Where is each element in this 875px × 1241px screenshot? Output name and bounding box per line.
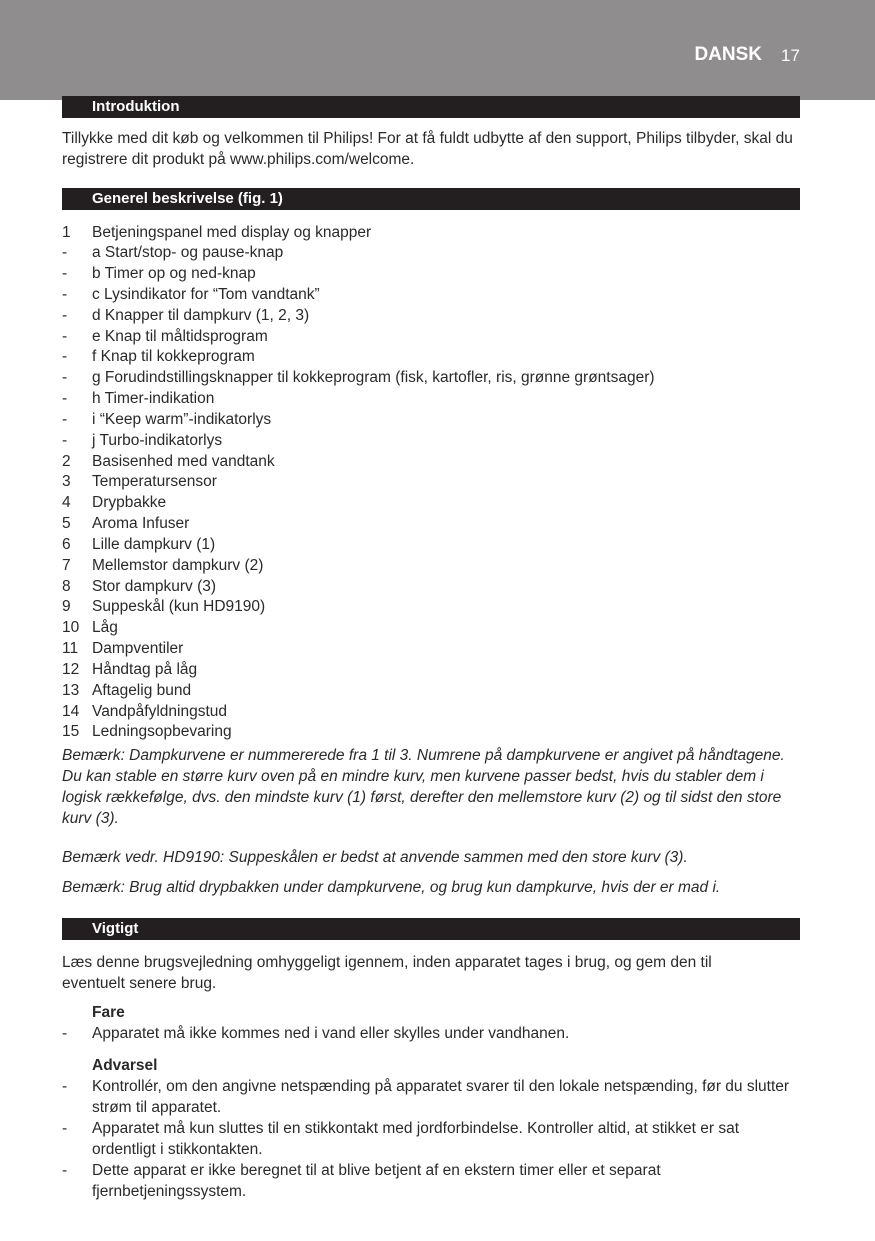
item-number: 4 [62, 494, 71, 512]
item-text: Lille dampkurv (1) [92, 535, 216, 553]
item-number: - [62, 348, 68, 366]
item-text: Vandpåfyldningstud [92, 702, 228, 720]
item-text: Betjeningspanel med display og knapper [92, 223, 372, 241]
item-text: Drypbakke [92, 494, 167, 512]
item-number: 11 [62, 640, 79, 658]
item-text: Stor dampkurv (3) [92, 577, 217, 595]
item-text: d Knapper til dampkurv (1, 2, 3) [92, 306, 310, 324]
item-text: Temperatursensor [92, 473, 217, 491]
header-band [0, 0, 875, 100]
warning-item: - Dette apparat er ikke beregnet til at blive betjent af en ekstern timer eller et separat fjernbetjeningssystem. [62, 1162, 661, 1200]
item-text: j Turbo-indikatorlys [92, 431, 223, 449]
item-text: f Knap til kokkeprogram [92, 348, 255, 366]
item-text: e Knap til måltidsprogram [92, 327, 268, 345]
item-number: - [62, 306, 68, 324]
item-text: Låg [92, 619, 118, 637]
parts-list [62, 223, 802, 744]
item-text: Suppeskål (kun HD9190) [92, 598, 266, 616]
list-item [62, 681, 802, 702]
list-item [62, 410, 802, 431]
item-text: h Timer-indikation [92, 390, 215, 408]
list-item [62, 452, 802, 473]
item-text: a Start/stop- og pause-knap [92, 244, 284, 262]
item-text: Mellemstor dampkurv (2) [92, 556, 264, 574]
section-heading-intro: Introduktion [62, 96, 800, 118]
item-number: - [62, 390, 68, 408]
list-item [62, 556, 802, 577]
item-number: - [62, 265, 68, 283]
list-item [62, 347, 802, 368]
list-item [62, 722, 802, 743]
item-number: 7 [62, 556, 71, 574]
item-text: Aftagelig bund [92, 681, 192, 699]
item-number: - [62, 431, 68, 449]
item-text: Ledningsopbevaring [92, 723, 232, 741]
list-item [62, 264, 802, 285]
note-baskets: Bemærk: Dampkurvene er nummererede fra 1 til 3. Numrene på dampkurvene er angivet på håndtagene. Du kan stable en større kurv oven på en mindre kurv, men kurvene passer bedst, hvis du stabler dem i logisk rækkefølge, dvs. den mindste kurv (1) først, derefter den mellemstore kurv (2) og til sidst den store kurv (3). [62, 747, 785, 827]
section-heading-general: Generel beskrivelse (fig. 1) [62, 188, 800, 210]
item-number: 6 [62, 535, 71, 553]
item-number: 2 [62, 452, 71, 470]
danger-heading: Fare [92, 1004, 125, 1021]
item-number: 13 [62, 681, 80, 699]
item-number: 15 [62, 723, 80, 741]
list-item [62, 535, 802, 556]
list-item [62, 472, 802, 493]
warning-heading: Advarsel [92, 1057, 158, 1074]
item-text: Håndtag på låg [92, 660, 198, 678]
item-number: - [62, 244, 68, 262]
note-drip-tray: Bemærk: Brug altid drypbakken under dampkurvene, og brug kun dampkurve, hvis der er mad i. [62, 879, 721, 896]
item-text: Aroma Infuser [92, 515, 190, 533]
item-number: 5 [62, 515, 71, 533]
item-text: c Lysindikator for “Tom vandtank” [92, 285, 320, 303]
warning-item: - Kontrollér, om den angivne netspænding på apparatet svarer til den lokale netspænding, før du slutter strøm til apparatet. [62, 1078, 790, 1116]
item-text: g Forudindstillingsknapper til kokkeprogram (fisk, kartofler, ris, grønne grøntsager) [92, 369, 655, 387]
list-item [62, 327, 802, 348]
item-text: Dampventiler [92, 640, 184, 658]
note-hd9190: Bemærk vedr. HD9190: Suppeskålen er bedst at anvende sammen med den store kurv (3). [62, 849, 688, 866]
list-item [62, 389, 802, 410]
list-item [62, 243, 802, 264]
item-number: 8 [62, 577, 71, 595]
list-item [62, 431, 802, 452]
item-text: i “Keep warm”-indikatorlys [92, 410, 272, 428]
list-item [62, 493, 802, 514]
item-number: 14 [62, 702, 80, 720]
item-number: - [62, 327, 68, 345]
language-label: DANSK [694, 44, 762, 65]
item-number: 1 [62, 223, 71, 241]
list-item [62, 306, 802, 327]
list-item [62, 223, 802, 244]
list-item [62, 285, 802, 306]
list-item [62, 368, 802, 389]
item-number: - [62, 369, 68, 387]
list-item [62, 702, 802, 723]
item-number: 12 [62, 660, 80, 678]
danger-item: - Apparatet må ikke kommes ned i vand eller skylles under vandhanen. [62, 1025, 570, 1042]
list-item [62, 618, 802, 639]
intro-paragraph: Tillykke med dit køb og velkommen til Philips! For at få fuldt udbytte af den support, Philips tilbyder, skal du registrere dit produkt på www.philips.com/welcome. [62, 130, 793, 168]
page-number: 17 [781, 46, 800, 65]
list-item [62, 660, 802, 681]
item-text: Basisenhed med vandtank [92, 452, 275, 470]
important-paragraph: Læs denne brugsvejledning omhyggeligt igennem, inden apparatet tages i brug, og gem den til eventuelt senere brug. [62, 954, 712, 992]
list-item [62, 577, 802, 598]
item-number: - [62, 285, 68, 303]
list-item [62, 514, 802, 535]
item-text: b Timer op og ned-knap [92, 265, 256, 283]
list-item [62, 639, 802, 660]
list-item [62, 597, 802, 618]
item-number: 3 [62, 473, 71, 491]
item-number: 10 [62, 619, 80, 637]
item-number: - [62, 410, 68, 428]
section-heading-important: Vigtigt [62, 918, 800, 940]
item-number: 9 [62, 598, 71, 616]
warning-item: - Apparatet må kun sluttes til en stikkontakt med jordforbindelse. Kontroller altid, at stikket er sat ordentligt i stikkontakten. [62, 1120, 740, 1158]
